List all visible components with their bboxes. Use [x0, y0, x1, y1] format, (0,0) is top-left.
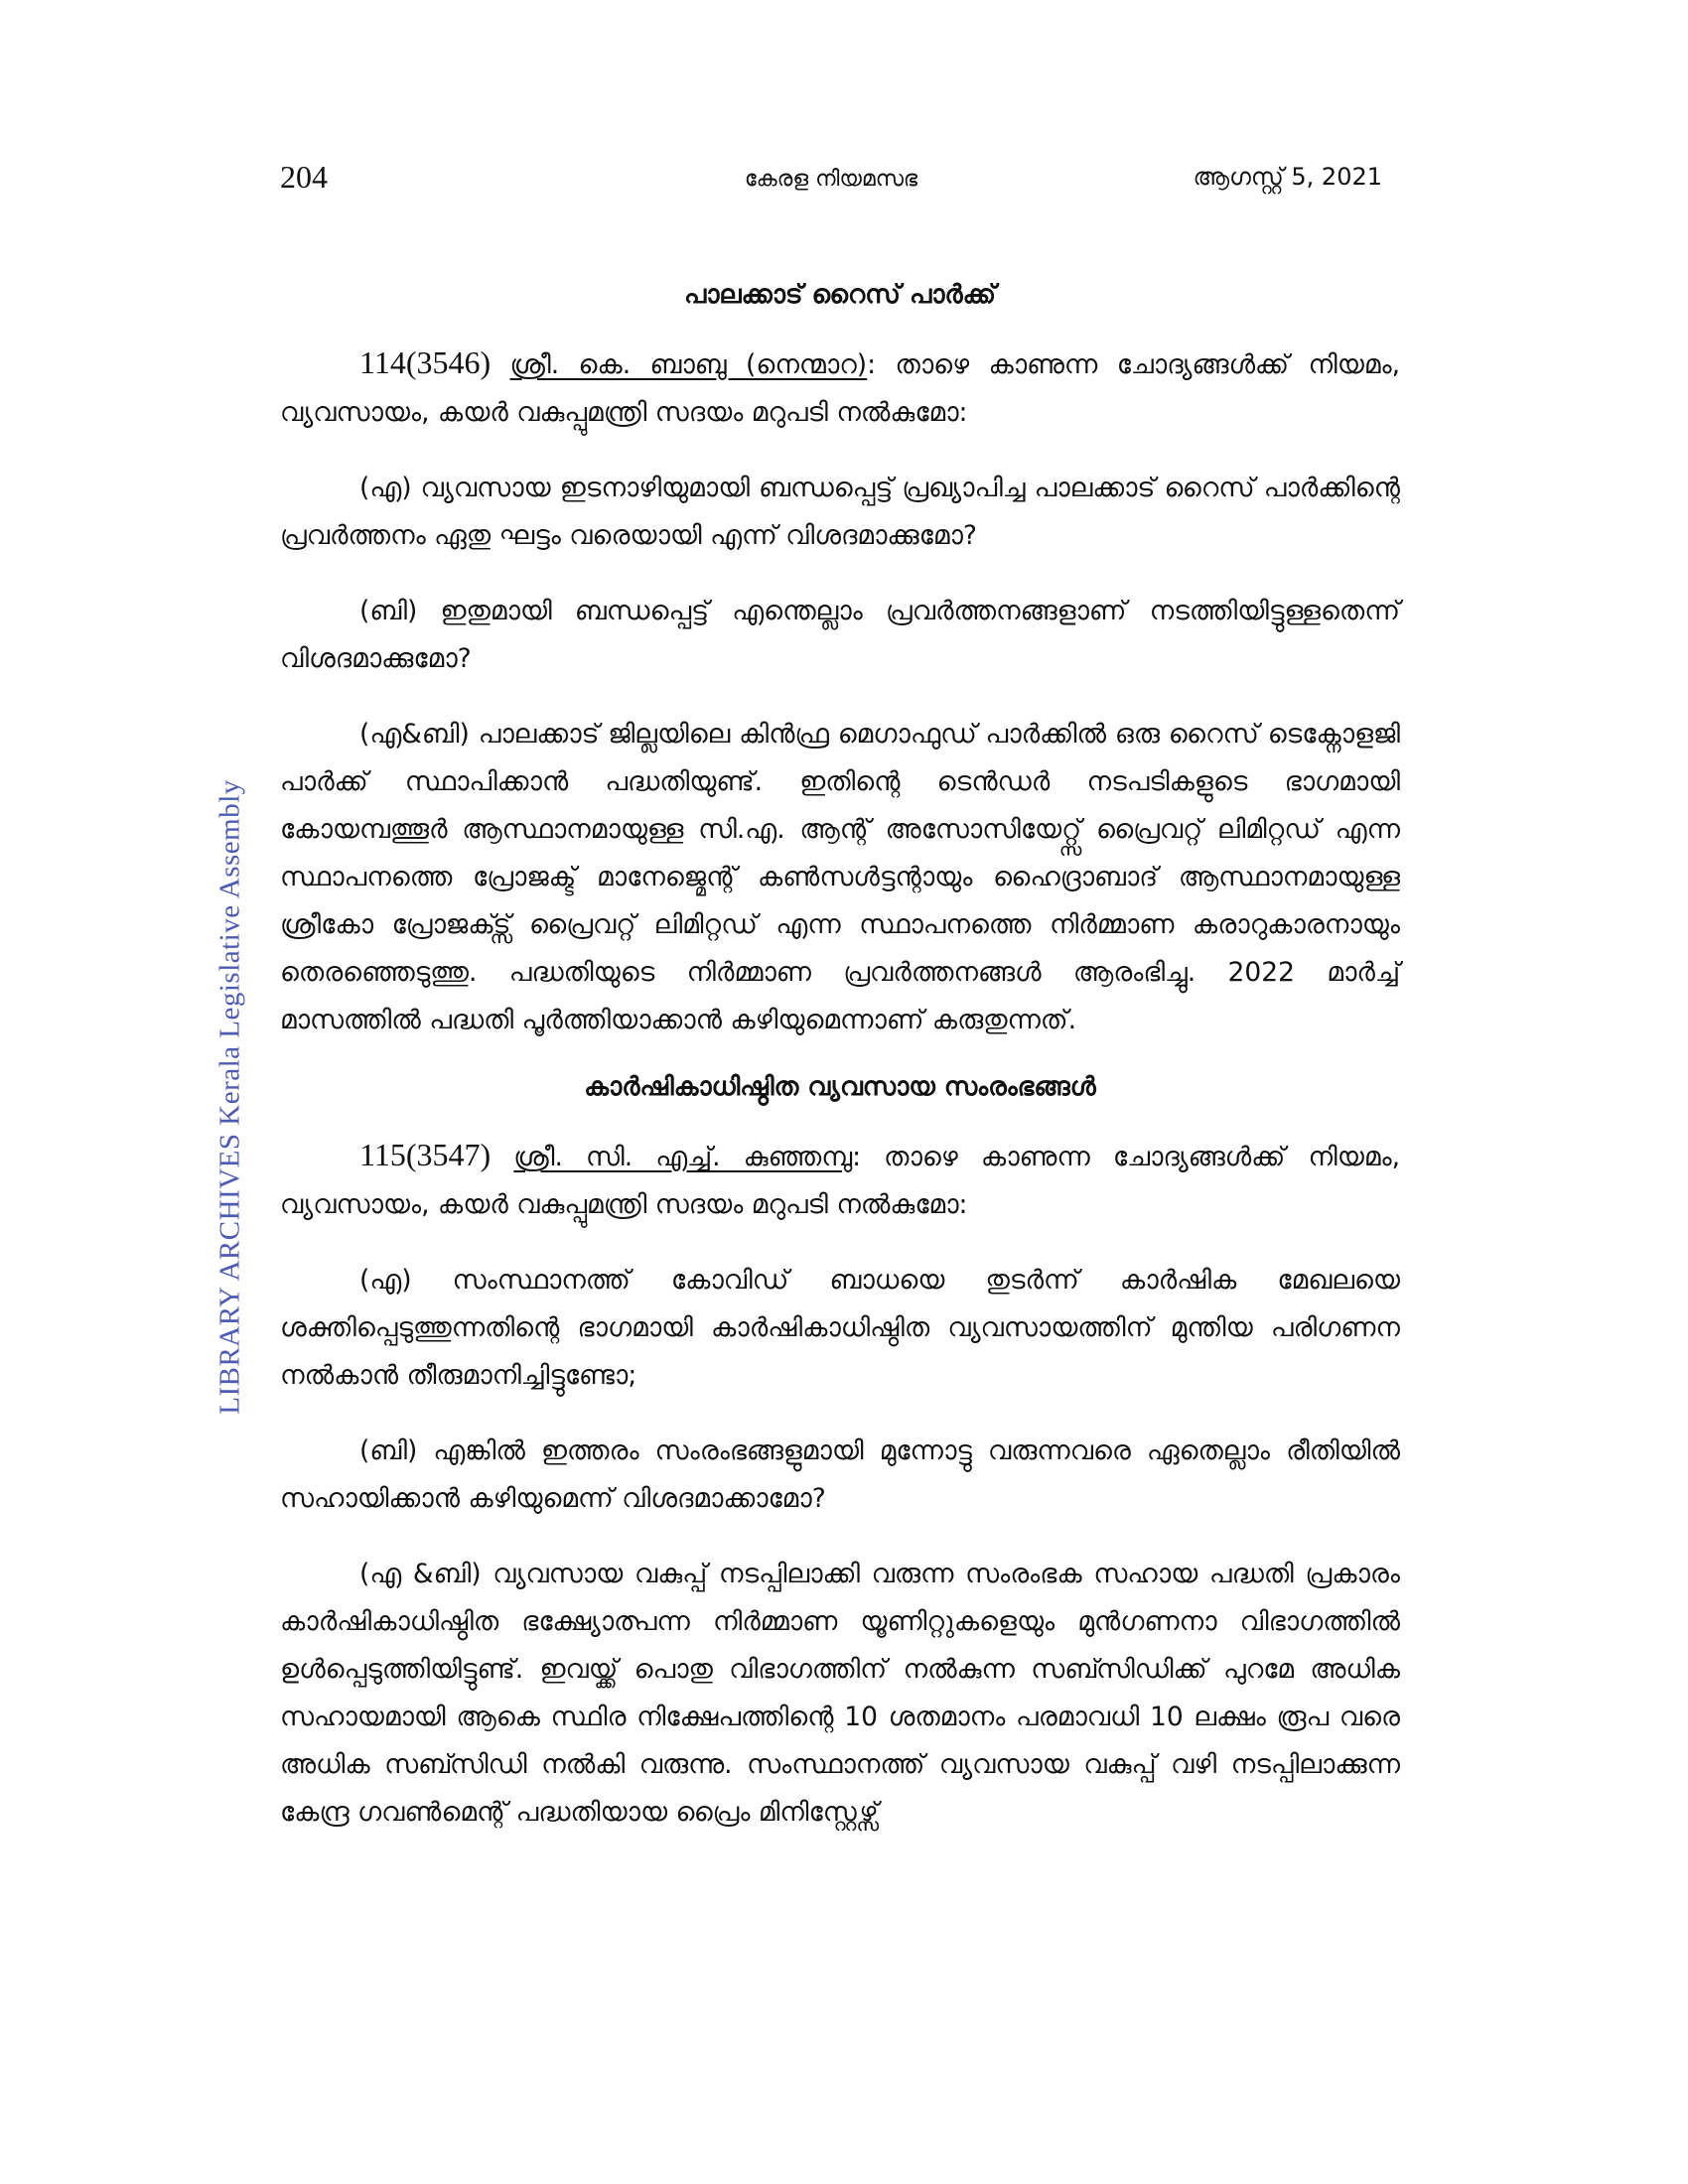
header-title: കേരള നിയമസഭ [744, 167, 918, 192]
header-date: ആഗസ്റ്റ് 5, 2021 [1193, 163, 1382, 191]
question-a: (എ) സംസ്ഥാനത്ത് കോവിഡ് ബാധയെ തുടർന്ന് കാർഷിക മേഖലയെ ശക്തിപ്പെടുത്തുന്നതിന്റെ ഭാഗമായി കാർഷികാധിഷ്ഠിത വ്യവസായത്തിന് മുന്തിയ പരിഗണന നൽകാൻ തീരുമാനിച്ചിട്ടുണ്ടോ; [280, 1265, 1400, 1391]
page-number: 204 [280, 159, 328, 195]
member-name: ശ്രീ. സി. എച്ച്. കുഞ്ഞമ്പു [513, 1142, 853, 1172]
question-a: (എ) വ്യവസായ ഇടനാഴിയുമായി ബന്ധപ്പെട്ട് പ്രഖ്യാപിച്ച പാലക്കാട് റൈസ് പാർക്കിന്റെ പ്രവർത്തനം ഏതു ഘട്ടം വരെയായി എന്ന് വിശദമാക്കുമോ? [280, 473, 1400, 551]
question-b: (ബി) എങ്കിൽ ഇത്തരം സംരംഭങ്ങളുമായി മുന്നോട്ടു വരുന്നവരെ ഏതെല്ലാം രീതിയിൽ സഹായിക്കാൻ കഴിയുമെന്ന് വിശദമാക്കാമോ? [280, 1435, 1400, 1514]
question-number: 114(3546) [359, 344, 492, 380]
question-b: (ബി) ഇതുമായി ബന്ധപ്പെട്ട് എന്തെല്ലാം പ്രവർത്തനങ്ങളാണ് നടത്തിയിട്ടുള്ളതെന്ന് വിശദമാക്കുമോ? [280, 596, 1400, 674]
document-body [280, 268, 1400, 1864]
question-intro [280, 1131, 1400, 1229]
question-number: 115(3547) [359, 1137, 492, 1172]
section-heading: പാലക്കാട് റൈസ് പാർക്ക് [684, 280, 996, 310]
answer: (എ &ബി) വ്യവസായ വകുപ്പ് നടപ്പിലാക്കി വരുന്ന സംരംഭക സഹായ പദ്ധതി പ്രകാരം കാർഷികാധിഷ്ഠിത ഭക്ഷ്യോത്പന്ന നിർമ്മാണ യൂണിറ്റുകളെയും മുൻഗണനാ വിഭാഗത്തിൽ ഉൾപ്പെടുത്തിയിട്ടുണ്ട്. ഇവയ്ക്ക് പൊതു വിഭാഗത്തിന് നൽകുന്ന സബ്സിഡിക്ക് പുറമേ അധിക സഹായമായി ആകെ സ്ഥിര നിക്ഷേപത്തിന്റെ 10 ശതമാനം പരമാവധി 10 ലക്ഷം രൂപ വരെ അധിക സബ്സിഡി നൽകി വരുന്നു. സംസ്ഥാനത്ത് വ്യവസായ വകുപ്പ് വഴി നടപ്പിലാക്കുന്ന കേന്ദ്ര ഗവൺമെന്റ് പദ്ധതിയായ പ്രൈം മിനിസ്റ്റേഴ്സ് [280, 1559, 1400, 1828]
archive-watermark: LIBRARY ARCHIVES Kerala Legislative Assembly [213, 779, 246, 1415]
member-name: ശ്രീ. കെ. ബാബു (നെന്മാറ) [509, 349, 868, 380]
question-intro [280, 339, 1400, 437]
section-heading: കാർഷികാധിഷ്ഠിത വ്യവസായ സംരംഭങ്ങൾ [584, 1072, 1096, 1102]
intro-text: : താഴെ കാണുന്ന ചോദ്യങ്ങൾക്ക് നിയമം, വ്യവസായം, കയർ വകുപ്പുമന്ത്രി സദയം മറുപടി നൽകുമോ: [280, 1142, 1400, 1220]
intro-text: : താഴെ കാണുന്ന ചോദ്യങ്ങൾക്ക് നിയമം, വ്യവസായം, കയർ വകുപ്പുമന്ത്രി സദയം മറുപടി നൽകുമോ: [280, 349, 1400, 428]
answer: (എ&ബി) പാലക്കാട് ജില്ലയിലെ കിൻഫ്ര മെഗാഫുഡ് പാർക്കിൽ ഒരു റൈസ് ടെക്നോളജി പാർക്ക് സ്ഥാപിക്കാൻ പദ്ധതിയുണ്ട്. ഇതിന്റെ ടെൻഡർ നടപടികളുടെ ഭാഗമായി കോയമ്പത്തൂർ ആസ്ഥാനമായുള്ള സി.എ. ആന്റ് അസോസിയേറ്റ്സ് പ്രൈവറ്റ് ലിമിറ്റഡ് എന്ന സ്ഥാപനത്തെ പ്രോജക്ട് മാനേജ്മെന്റ് കൺസൾട്ടന്റായും ഹൈദ്രാബാദ് ആസ്ഥാനമായുള്ള ശ്രീകോ പ്രോജക്ട്സ് പ്രൈവറ്റ് ലിമിറ്റഡ് എന്ന സ്ഥാപനത്തെ നിർമ്മാണ കരാറുകാരനായും തെരഞ്ഞെടുത്തു. പദ്ധതിയുടെ നിർമ്മാണ പ്രവർത്തനങ്ങൾ ആരംഭിച്ചു. 2022 മാർച്ച് മാസത്തിൽ പദ്ധതി പൂർത്തിയാക്കാൻ കഴിയുമെന്നാണ് കരുതുന്നത്. [280, 719, 1400, 1035]
page-header [280, 159, 1382, 208]
